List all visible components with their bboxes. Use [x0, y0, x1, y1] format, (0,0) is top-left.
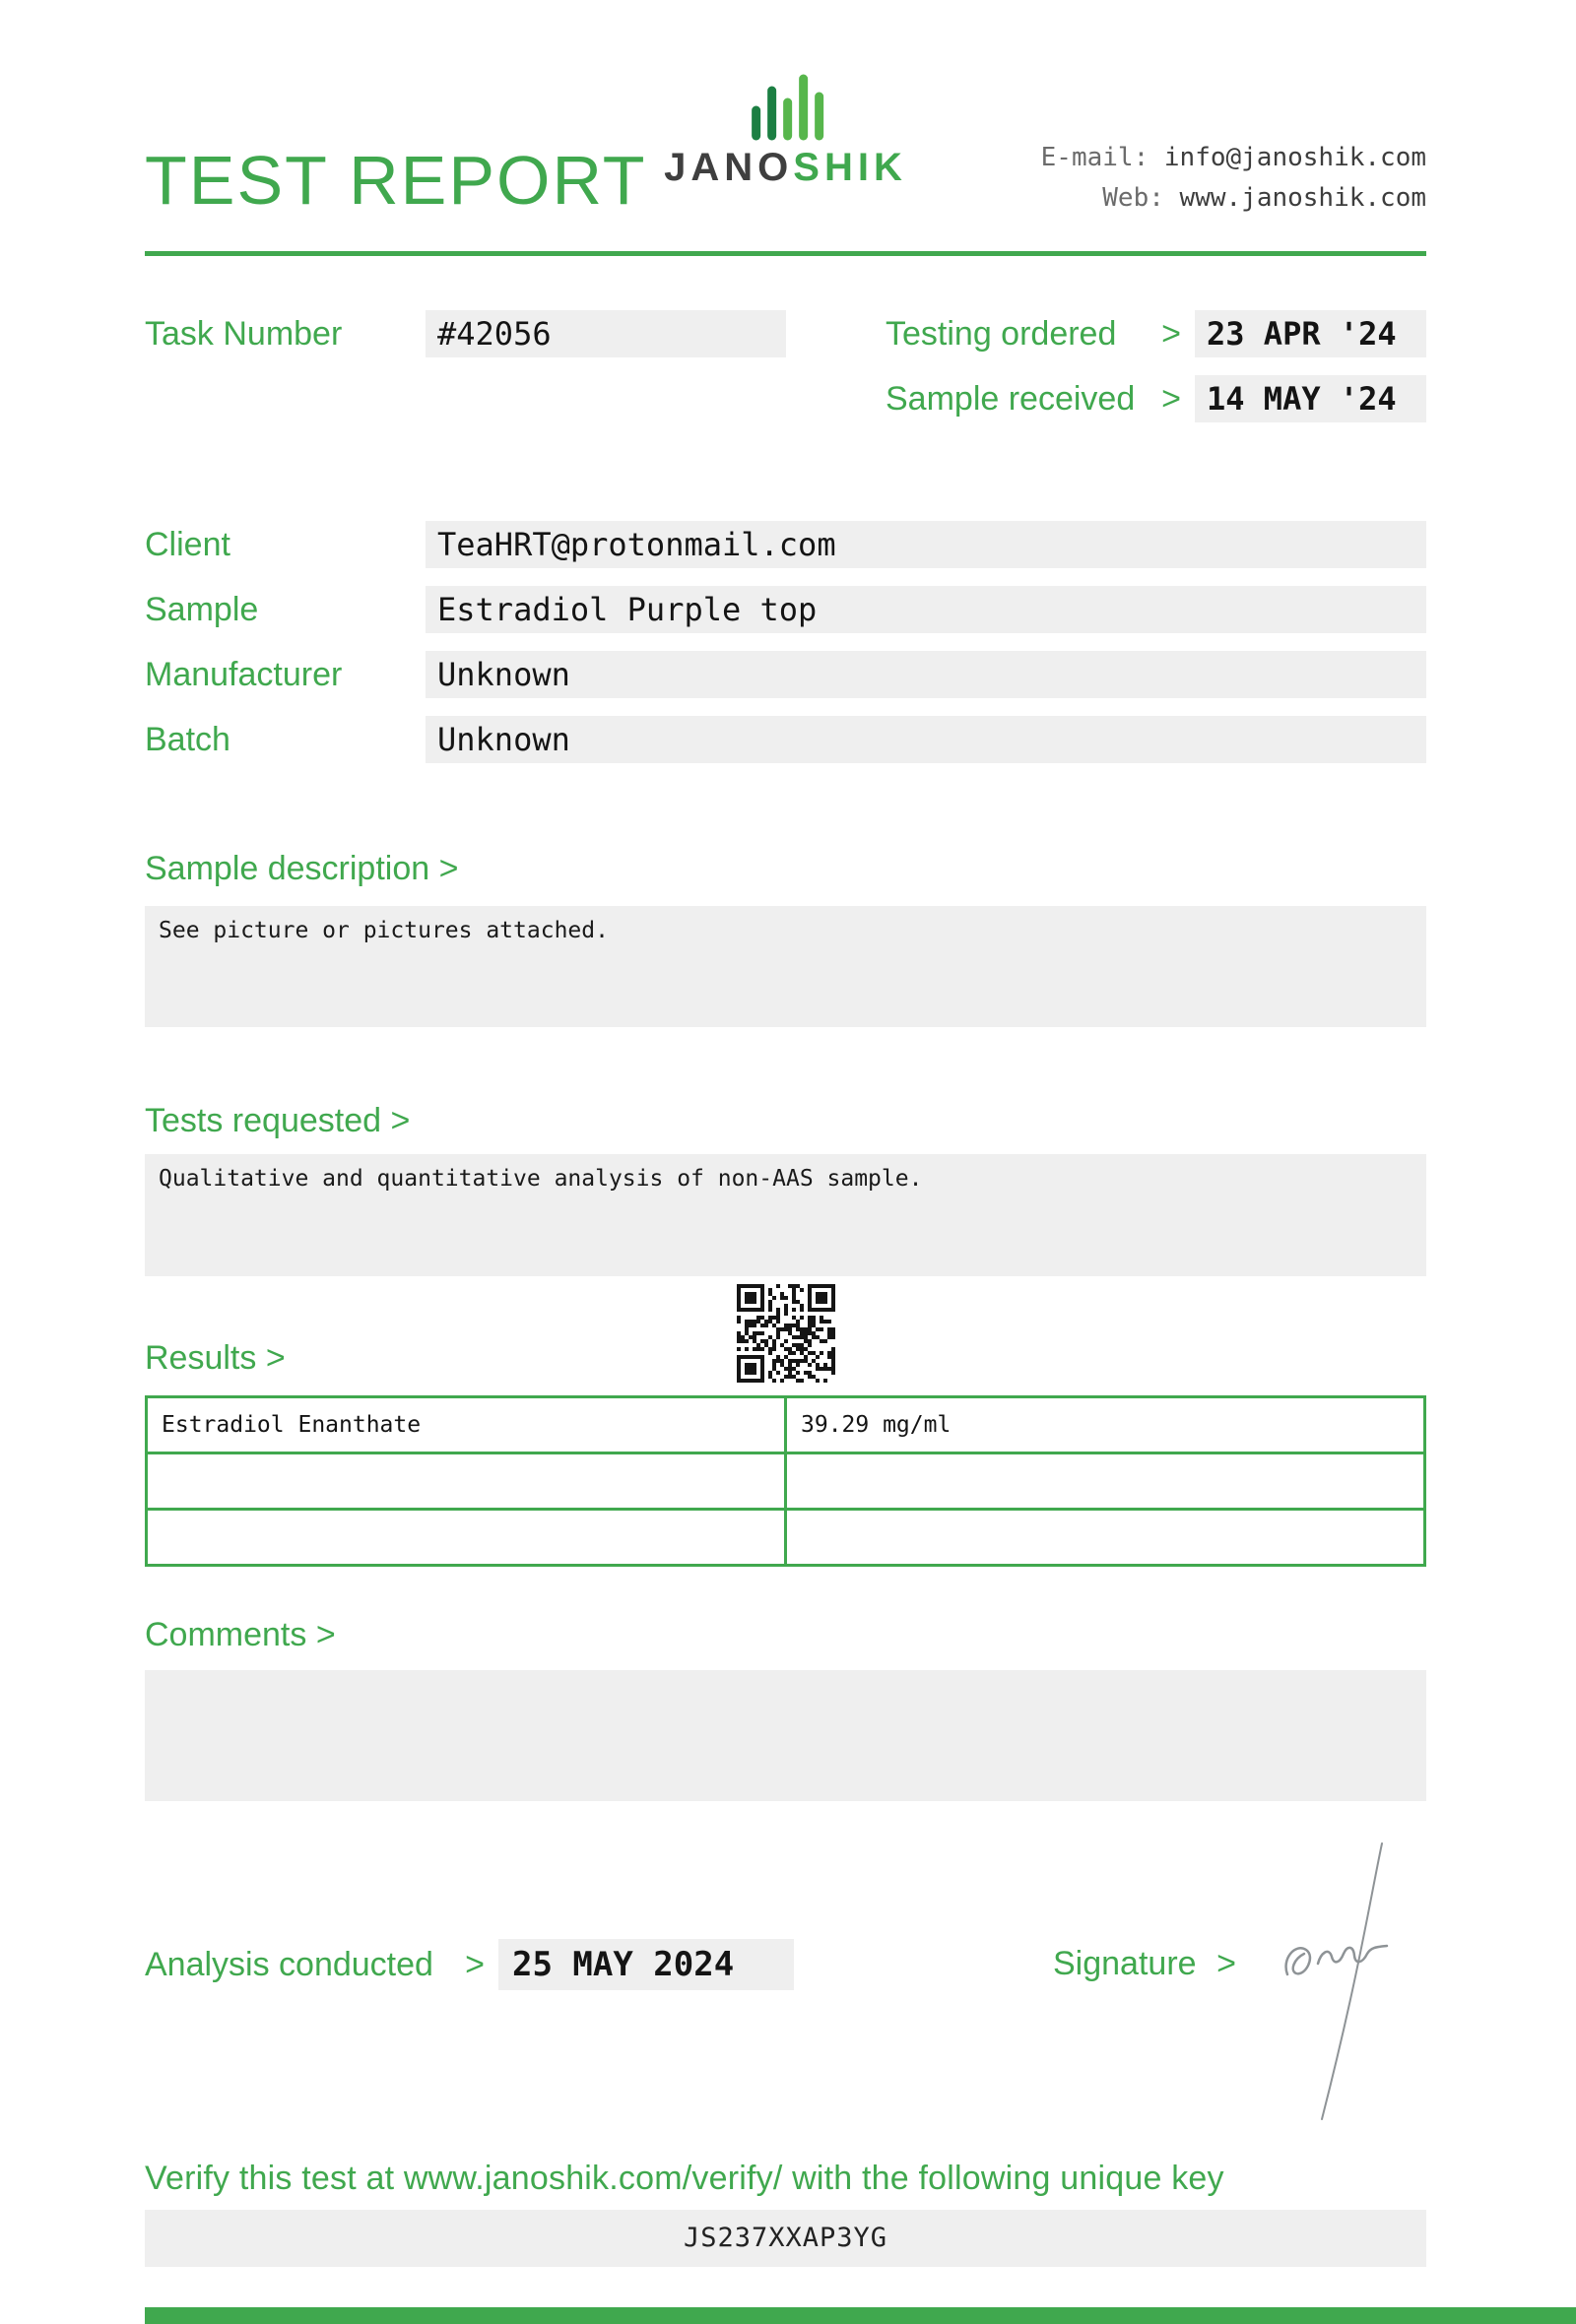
email-label: E-mail: — [1040, 143, 1149, 172]
results-heading: Results > — [145, 1339, 286, 1377]
logo-text-green: SHIK — [793, 146, 907, 189]
arrow-glyph: > — [1161, 314, 1181, 353]
web-value: www.janoshik.com — [1179, 183, 1426, 213]
footer-accent-bar — [145, 2307, 1576, 2324]
tests-requested-heading: Tests requested > — [145, 1102, 411, 1139]
analysis-conducted-label — [145, 1946, 485, 1984]
arrow-glyph: > — [1216, 1945, 1236, 1982]
results-table — [145, 1395, 1426, 1567]
contact-web-row — [1041, 178, 1426, 219]
result-cell — [786, 1510, 1425, 1566]
analysis-date-value: 25 MAY 2024 — [498, 1939, 794, 1990]
chart-logo-icon — [745, 71, 827, 144]
signature-text: Signature — [1053, 1945, 1197, 1982]
sample-received-label — [886, 380, 1181, 419]
batch-label: Batch — [145, 720, 230, 758]
contact-email-row — [1041, 138, 1426, 178]
comments-heading: Comments > — [145, 1616, 336, 1653]
results-row — [147, 1453, 1425, 1510]
verify-instruction: Verify this test at www.janoshik.com/verify/ with the following unique key — [145, 2160, 1224, 2197]
web-label: Web: — [1102, 183, 1164, 213]
signature-image — [1268, 1839, 1411, 2124]
testing-ordered-text: Testing ordered — [886, 314, 1117, 353]
task-number-label: Task Number — [145, 314, 343, 353]
detail-row-manufacturer — [145, 651, 1426, 698]
arrow-glyph: > — [465, 1945, 485, 1983]
signature-label — [1053, 1945, 1236, 1983]
dates-block — [886, 310, 1426, 422]
sample-received-row — [886, 375, 1426, 422]
results-section — [145, 1339, 1426, 1567]
result-cell — [786, 1453, 1425, 1510]
task-number-value: #42056 — [426, 310, 786, 357]
logo-wordmark — [664, 146, 907, 190]
substance-cell — [147, 1510, 786, 1566]
analysis-conducted-text: Analysis conducted — [145, 1945, 433, 1983]
client-value: TeaHRT@protonmail.com — [426, 521, 1426, 568]
tests-requested-box: Qualitative and quantitative analysis of non-AAS sample. — [145, 1154, 1426, 1276]
qr-code — [737, 1284, 835, 1383]
detail-row-sample — [145, 586, 1426, 633]
substance-cell: Estradiol Enanthate — [147, 1397, 786, 1453]
report-title: TEST REPORT — [145, 142, 647, 219]
email-value: info@janoshik.com — [1163, 143, 1426, 172]
detail-row-batch — [145, 716, 1426, 763]
sample-label: Sample — [145, 590, 259, 628]
task-number-row — [145, 310, 786, 357]
batch-value: Unknown — [426, 716, 1426, 763]
verify-key: JS237XXAP3YG — [145, 2210, 1426, 2267]
analysis-row — [145, 1939, 1426, 1990]
detail-row-client — [145, 521, 1426, 568]
details-section — [145, 521, 1426, 763]
meta-section — [145, 310, 1426, 422]
result-cell: 39.29 mg/ml — [786, 1397, 1425, 1453]
sample-description-heading: Sample description > — [145, 850, 459, 887]
sample-received-text: Sample received — [886, 379, 1136, 418]
manufacturer-value: Unknown — [426, 651, 1426, 698]
sample-value: Estradiol Purple top — [426, 586, 1426, 633]
results-row — [147, 1510, 1425, 1566]
client-label: Client — [145, 525, 230, 563]
contact-info — [1041, 138, 1426, 219]
testing-ordered-label — [886, 315, 1181, 354]
results-row — [147, 1397, 1425, 1453]
testing-ordered-row — [886, 310, 1426, 357]
header-divider — [145, 251, 1426, 256]
comments-box — [145, 1670, 1426, 1801]
sample-description-box: See picture or pictures attached. — [145, 906, 1426, 1027]
janoshik-logo — [664, 71, 907, 190]
manufacturer-label: Manufacturer — [145, 655, 343, 693]
report-header — [145, 0, 1426, 251]
testing-ordered-value: 23 APR '24 — [1195, 310, 1426, 357]
substance-cell — [147, 1453, 786, 1510]
sample-received-value: 14 MAY '24 — [1195, 375, 1426, 422]
arrow-glyph: > — [1161, 379, 1181, 418]
logo-text-dark: JANO — [664, 146, 794, 189]
